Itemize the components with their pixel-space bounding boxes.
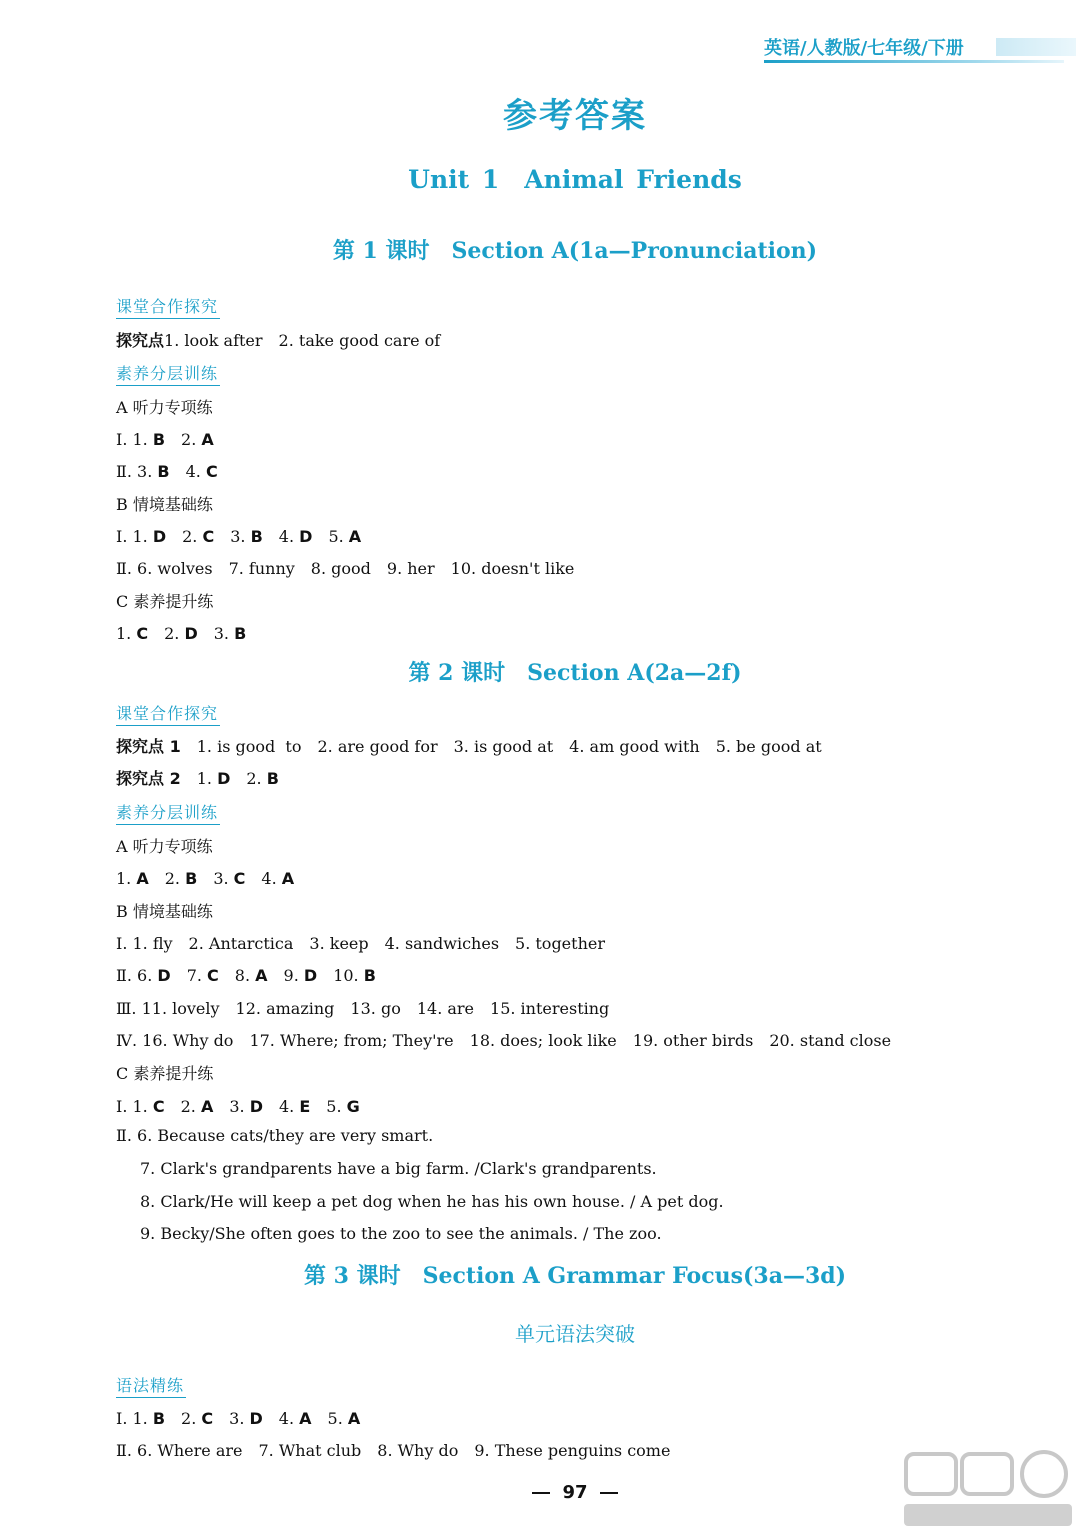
lesson-2-c-row-1: Ⅰ. 1. C 2. A 3. D 4. E 5. G [116, 1097, 360, 1116]
header-tag [764, 34, 1064, 62]
lesson-2-b-row-2: Ⅱ. 6. D 7. C 8. A 9. D 10. B [116, 966, 376, 985]
lesson-2-c-row-3: 7. Clark's grandparents have a big farm. /Clark's grandparents. [140, 1159, 657, 1178]
lesson-1-coop-label: 课堂合作探究 [116, 294, 220, 319]
lesson-2-b-row-3: Ⅲ. 11. lovely 12. amazing 13. go 14. are 15. interesting [116, 999, 610, 1018]
lesson-2-c-row-5: 9. Becky/She often goes to the zoo to see the animals. / The zoo. [140, 1224, 662, 1243]
lesson-2-title: 第 2 课时 Section A(2a—2f) [408, 660, 742, 686]
unit-title: Unit 1 Animal Friends [408, 165, 742, 194]
lesson-2-b-heading: B 情境基础练 [116, 902, 213, 921]
lesson-2-a-row-1: 1. A 2. B 3. C 4. A [116, 869, 295, 888]
lesson-3-subtitle: 单元语法突破 [515, 1322, 635, 1346]
header-fade-decoration [996, 38, 1076, 56]
lesson-1-c-row-1: 1. C 2. D 3. B [116, 624, 247, 643]
lesson-3-title: 第 3 课时 Section A Grammar Focus(3a—3d) [303, 1263, 847, 1289]
page-number-value: 97 [562, 1482, 588, 1503]
page-title: 参考答案 [503, 96, 647, 136]
header-tag-text: 英语/人教版/七年级/下册 [764, 38, 964, 59]
lesson-2-explore-1: 探究点 1 1. is good to 2. are good for 3. is good at 4. am good with 5. be good at [116, 737, 822, 756]
lesson-1-title: 第 1 课时 Section A(1a—Pronunciation) [332, 238, 818, 264]
lesson-2-a-heading: A 听力专项练 [116, 837, 213, 856]
lesson-1-explore-line [116, 328, 440, 351]
lesson-1-c-heading: C 素养提升练 [116, 592, 214, 611]
lesson-2-b-row-4: Ⅳ. 16. Why do 17. Where; from; They're 18. does; look like 19. other birds 20. stand close [116, 1031, 892, 1050]
lesson-2-c-row-2: Ⅱ. 6. Because cats/they are very smart. [116, 1126, 434, 1145]
lesson-1-b-row-1: Ⅰ. 1. D 2. C 3. B 4. D 5. A [116, 527, 362, 546]
watermark-logo-icon [900, 1448, 1076, 1530]
lesson-3-row-1: Ⅰ. 1. B 2. C 3. D 4. A 5. A [116, 1409, 361, 1428]
lesson-2-c-heading: C 素养提升练 [116, 1064, 214, 1083]
lesson-1-a-heading: A 听力专项练 [116, 398, 213, 417]
lesson-2-explore-2: 探究点 2 1. D 2. B [116, 769, 279, 788]
lesson-2-b-row-1: Ⅰ. 1. fly 2. Antarctica 3. keep 4. sandwiches 5. together [116, 934, 606, 953]
grammar-practice-label: 语法精练 [116, 1373, 186, 1398]
lesson-1-b-heading: B 情境基础练 [116, 495, 213, 514]
header-underline [764, 60, 1064, 63]
lesson-1-a-row-1: Ⅰ. 1. B 2. A [116, 430, 214, 449]
lesson-1-layered-label: 素养分层训练 [116, 361, 220, 386]
explore-answers: 1. look after 2. take good care of [164, 331, 441, 350]
lesson-3-row-2: Ⅱ. 6. Where are 7. What club 8. Why do 9. These penguins come [116, 1441, 671, 1460]
lesson-2-c-row-4: 8. Clark/He will keep a pet dog when he has his own house. / A pet dog. [140, 1192, 724, 1211]
lesson-2-coop-label: 课堂合作探究 [116, 701, 220, 726]
explore-point-label: 探究点 [116, 331, 165, 350]
lesson-2-layered-label: 素养分层训练 [116, 800, 220, 825]
lesson-1-b-row-2: Ⅱ. 6. wolves 7. funny 8. good 9. her 10. doesn't like [116, 559, 575, 578]
lesson-1-a-row-2: Ⅱ. 3. B 4. C [116, 462, 218, 481]
